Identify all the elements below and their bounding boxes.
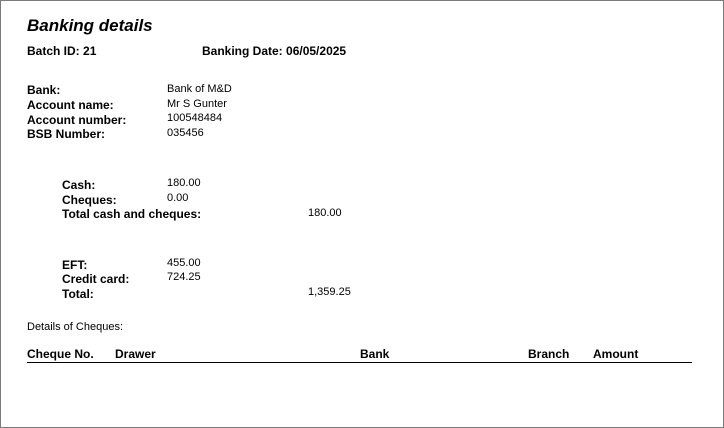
total-cash-cheques-value: 180.00 <box>308 207 342 219</box>
column-header-cheque-no: Cheque No. <box>27 347 94 361</box>
account-name-label: Account name: <box>27 98 114 112</box>
eft-value: 455.00 <box>167 257 201 269</box>
eft-label: EFT: <box>62 258 88 272</box>
column-header-amount: Amount <box>593 347 639 361</box>
cheque-details-heading: Details of Cheques: <box>27 321 123 333</box>
grand-total-value: 1,359.25 <box>308 286 351 298</box>
grand-total-label: Total: <box>62 287 94 301</box>
batch-id-label: Batch ID: <box>27 44 80 58</box>
batch-id-value: 21 <box>83 44 97 58</box>
bank-value: Bank of M&D <box>167 83 232 95</box>
cash-value: 180.00 <box>167 177 201 189</box>
bank-label: Bank: <box>27 83 61 97</box>
banking-date-label: Banking Date: <box>202 44 283 58</box>
account-name-value: Mr S Gunter <box>167 98 227 110</box>
bsb-value: 035456 <box>167 127 204 139</box>
cash-label: Cash: <box>62 178 96 192</box>
page-title: Banking details <box>27 16 153 35</box>
header-divider <box>27 362 692 363</box>
total-cash-cheques-label: Total cash and cheques: <box>62 207 202 221</box>
cheques-label: Cheques: <box>62 193 117 207</box>
banking-date-value: 06/05/2025 <box>286 44 347 58</box>
column-header-bank: Bank <box>360 347 390 361</box>
batch-id <box>27 44 96 58</box>
column-header-drawer: Drawer <box>115 347 156 361</box>
credit-card-value: 724.25 <box>167 271 201 283</box>
banking-date <box>202 44 346 58</box>
column-header-branch: Branch <box>528 347 570 361</box>
cheques-value: 0.00 <box>167 192 189 204</box>
bsb-label: BSB Number: <box>27 127 106 141</box>
credit-card-label: Credit card: <box>62 272 130 286</box>
account-number-value: 100548484 <box>167 112 223 124</box>
account-number-label: Account number: <box>27 113 127 127</box>
